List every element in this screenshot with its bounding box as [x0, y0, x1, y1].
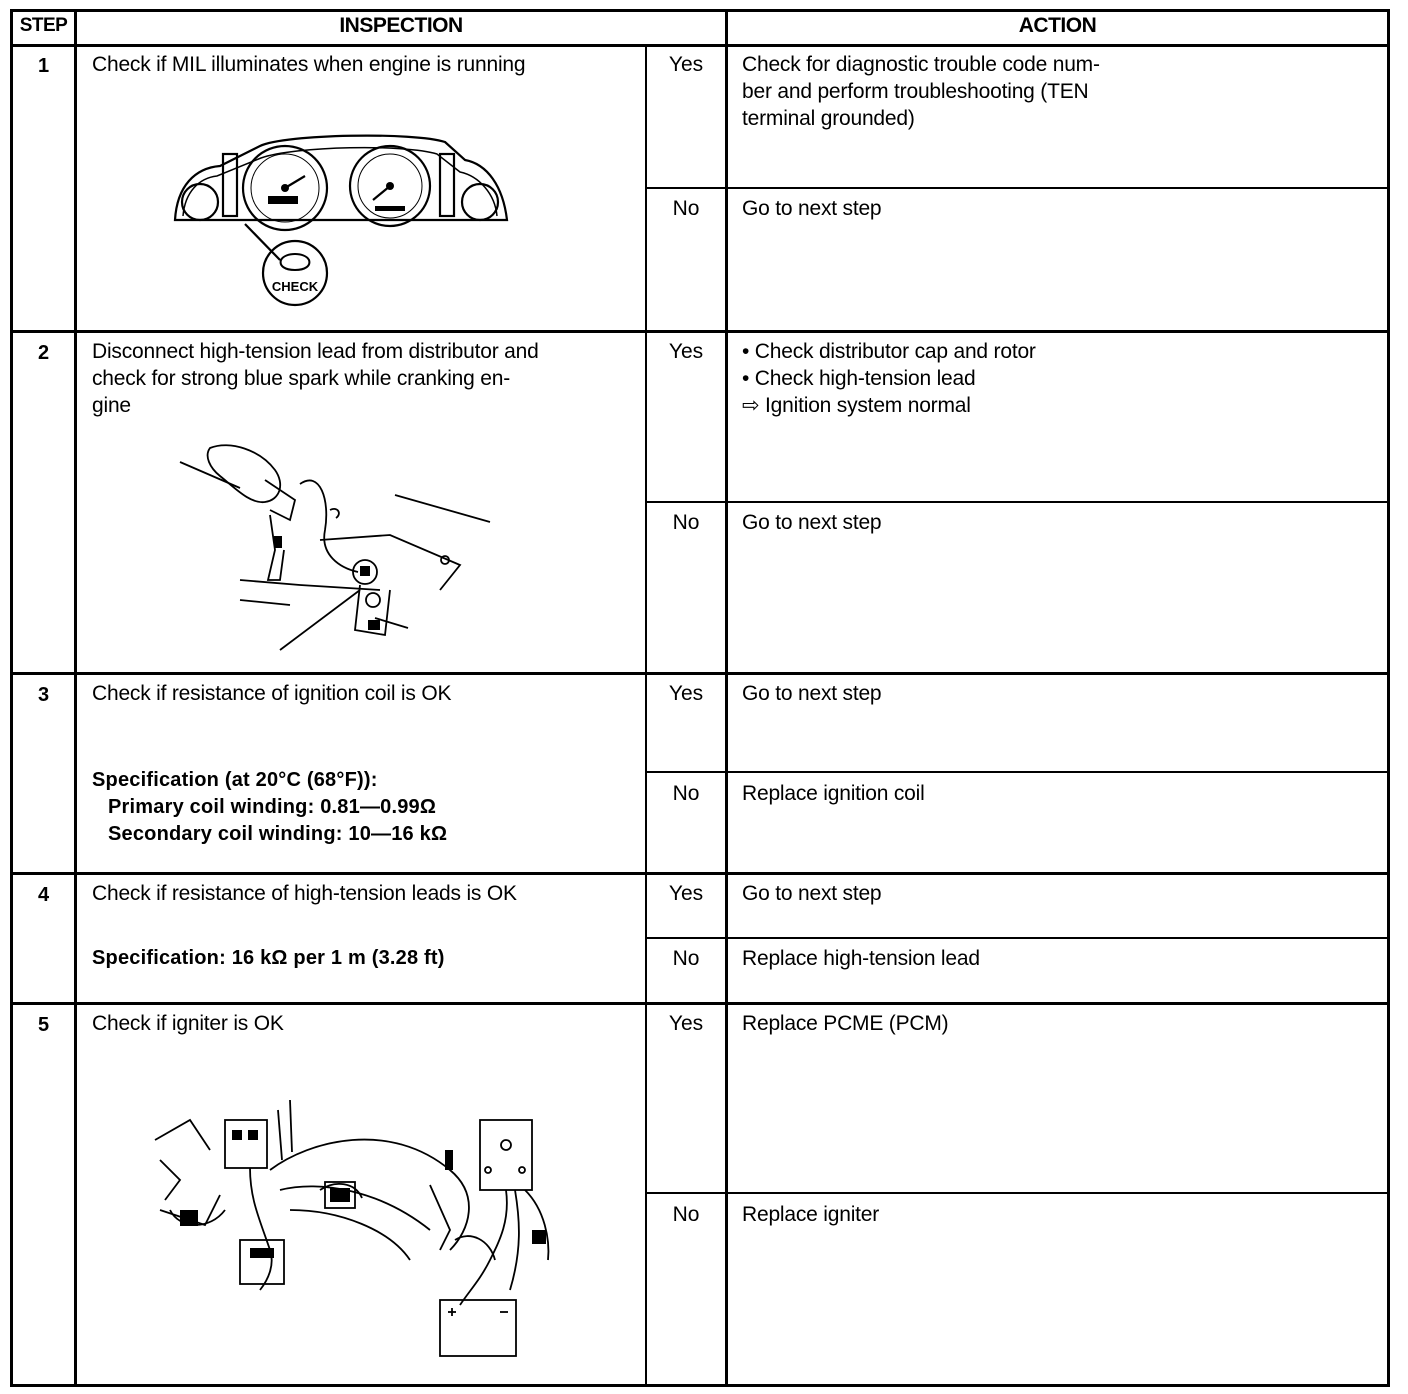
inspection-text: Check if MIL illuminates when engine is running — [92, 53, 526, 76]
inspection-text: Check if resistance of high-tension leads is OK — [92, 882, 517, 905]
yes-action: Check for diagnostic trouble code num- ber and perform troubleshooting (TEN terminal grounded) — [742, 53, 1100, 130]
header-inspection: INSPECTION — [339, 14, 463, 37]
instrument-cluster-illustration — [165, 128, 515, 313]
step-number: 5 — [37, 1014, 50, 1036]
row-divider-4 — [10, 1002, 1390, 1005]
no-action: Go to next step — [742, 197, 882, 220]
yes-label: Yes — [668, 340, 704, 363]
spark-test-illustration — [180, 440, 500, 660]
col-divider-step — [74, 9, 77, 1387]
col-divider-action — [725, 9, 728, 1387]
table-border-right — [1387, 9, 1390, 1387]
igniter-test-illustration — [150, 1090, 560, 1360]
specification-text: Specification (at 20°C (68°F)): Primary coil winding: 0.81—0.99Ω Secondary coil winding: 10—16 kΩ — [92, 769, 448, 845]
step-number: 2 — [37, 342, 50, 364]
check-engine-label: CHECK — [271, 279, 319, 294]
yes-action: Replace PCME (PCM) — [742, 1012, 949, 1035]
yesno-divider-1 — [646, 187, 1388, 189]
inspection-text: Check if igniter is OK — [92, 1012, 284, 1035]
yesno-divider-5 — [646, 1192, 1388, 1194]
yes-action: Go to next step — [742, 682, 882, 705]
row-divider-1 — [10, 330, 1390, 333]
specification-text: Specification: 16 kΩ per 1 m (3.28 ft) — [92, 947, 445, 969]
yes-action: Go to next step — [742, 882, 882, 905]
no-action: Replace igniter — [742, 1203, 880, 1226]
header-divider — [10, 44, 1390, 47]
no-label: No — [672, 782, 700, 805]
yes-label: Yes — [668, 1012, 704, 1035]
yes-label: Yes — [668, 53, 704, 76]
yes-action: • Check distributor cap and rotor • Check high-tension lead ⇨ Ignition system normal — [742, 340, 1036, 417]
yesno-divider-4 — [646, 937, 1388, 939]
no-label: No — [672, 197, 700, 220]
no-action: Replace ignition coil — [742, 782, 925, 805]
yes-label: Yes — [668, 682, 704, 705]
step-number: 1 — [37, 55, 50, 77]
yesno-divider-3 — [646, 771, 1388, 773]
table-border-bottom — [10, 1384, 1390, 1387]
row-divider-3 — [10, 872, 1390, 875]
no-action: Go to next step — [742, 511, 882, 534]
inspection-text: Check if resistance of ignition coil is OK — [92, 682, 452, 705]
no-label: No — [672, 511, 700, 534]
yes-label: Yes — [668, 882, 704, 905]
yesno-divider-2 — [646, 501, 1388, 503]
inspection-text: Disconnect high-tension lead from distributor and check for strong blue spark while cranking en- gine — [92, 340, 539, 417]
table-border-top — [10, 9, 1390, 12]
no-label: No — [672, 1203, 700, 1226]
step-number: 3 — [37, 684, 50, 706]
header-step: STEP — [19, 15, 68, 36]
step-number: 4 — [37, 884, 50, 906]
header-action: ACTION — [1018, 14, 1097, 37]
row-divider-2 — [10, 672, 1390, 675]
col-divider-yesno — [645, 45, 647, 1385]
no-action: Replace high-tension lead — [742, 947, 980, 970]
no-label: No — [672, 947, 700, 970]
